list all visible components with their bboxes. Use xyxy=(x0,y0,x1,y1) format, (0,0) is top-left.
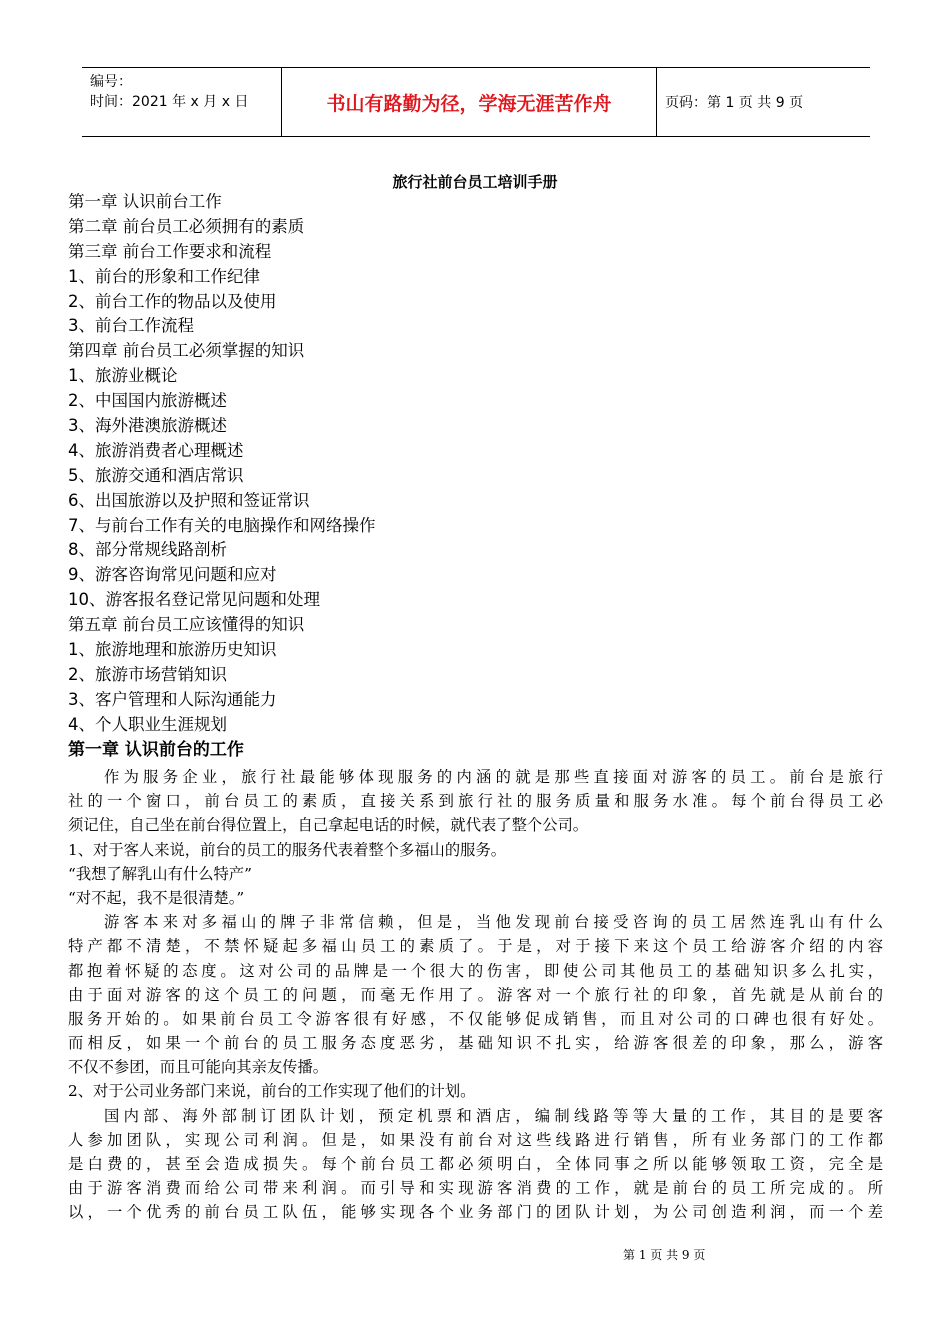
body-line: 不仅不参团，而且可能向其亲友传播。 xyxy=(68,1058,329,1077)
document-number-label: 编号： xyxy=(90,74,132,90)
body-line: 而相反，如果一个前台的员工服务态度恶劣，基础知识不扎实，给游客很差的印象，那么，游客 xyxy=(68,1034,883,1053)
header-meta-cell xyxy=(82,68,281,136)
toc-item: 第二章 前台员工必须拥有的素质 xyxy=(68,216,305,236)
body-line: 人参加团队，实现公司利润。但是，如果没有前台对这些线路进行销售，所有业务部门的工作都 xyxy=(68,1130,883,1149)
header-page-info: 页码：第 1 页 共 9 页 xyxy=(665,95,804,111)
body-line: 1、对于客人来说，前台的员工的服务代表着整个多福山的服务。 xyxy=(68,840,507,859)
body-line: 国内部、海外部制订团队计划，预定机票和酒店，编制线路等等大量的工作，其目的是要客 xyxy=(104,1106,883,1125)
document-time-label: 时间：2021 年 x 月 x 日 xyxy=(90,94,249,110)
toc-item: 5、旅游交通和酒店常识 xyxy=(68,465,244,485)
toc-item: 1、旅游业概论 xyxy=(68,366,178,386)
body-line: 都抱着怀疑的态度。这对公司的品牌是一个很大的伤害，即使公司其他员工的基础知识多么扎实， xyxy=(68,961,883,980)
toc-item: 4、旅游消费者心理概述 xyxy=(68,440,244,460)
toc-item: 2、中国国内旅游概述 xyxy=(68,391,227,411)
body-line: 由于游客消费而给公司带来利润。而引导和实现游客消费的工作，就是前台的员工所完成的。所 xyxy=(68,1179,883,1198)
header-table xyxy=(82,67,870,137)
toc-item: 7、与前台工作有关的电脑操作和网络操作 xyxy=(68,515,376,535)
toc-item: 1、旅游地理和旅游历史知识 xyxy=(68,640,277,660)
body-line: “对不起，我不是很清楚。” xyxy=(68,888,245,907)
toc-item: 第四章 前台员工必须掌握的知识 xyxy=(68,341,305,361)
section-heading: 第一章 认识前台的工作 xyxy=(68,740,244,760)
toc-item: 9、游客咨询常见问题和应对 xyxy=(68,565,277,585)
table-of-contents xyxy=(68,190,376,738)
toc-item: 6、出国旅游以及护照和签证常识 xyxy=(68,490,310,510)
toc-item: 2、前台工作的物品以及使用 xyxy=(68,291,277,311)
footer-page-number: 第 1 页 共 9 页 xyxy=(623,1248,706,1262)
body-line: 游客本来对多福山的牌子非常信赖，但是，当他发现前台接受咨询的员工居然连乳山有什么 xyxy=(104,913,883,932)
toc-item: 8、部分常规线路剖析 xyxy=(68,540,227,560)
toc-item: 1、前台的形象和工作纪律 xyxy=(68,266,260,286)
document-title: 旅行社前台员工培训手册 xyxy=(392,173,558,191)
toc-item: 10、游客报名登记常见问题和处理 xyxy=(68,590,320,610)
body-line: 是白费的，甚至会造成损失。每个前台员工都必须明白，全体同事之所以能够领取工资，完全是 xyxy=(68,1155,883,1173)
body-line: 由于面对游客的这个员工的问题，而毫无作用了。游客对一个旅行社的印象，首先就是从前台的 xyxy=(68,985,883,1004)
toc-item: 第五章 前台员工应该懂得的知识 xyxy=(68,615,305,635)
toc-item: 第三章 前台工作要求和流程 xyxy=(68,241,272,261)
body-line: 2、对于公司业务部门来说，前台的工作实现了他们的计划。 xyxy=(68,1082,476,1101)
toc-item: 3、海外港澳旅游概述 xyxy=(68,416,227,436)
toc-item: 2、旅游市场营销知识 xyxy=(68,664,227,684)
body-line: 须记住，自己坐在前台得位置上，自己拿起电话的时候，就代表了整个公司。 xyxy=(68,816,589,835)
toc-item: 第一章 认识前台工作 xyxy=(68,192,222,211)
body-line: 作为服务企业，旅行社最能够体现服务的内涵的就是那些直接面对游客的员工。前台是旅行 xyxy=(104,768,883,786)
body-line: 特产都不清楚，不禁怀疑起多福山员工的素质了。于是，对于接下来这个员工给游客介绍的内容 xyxy=(68,937,883,956)
body-line: 服务开始的。如果前台员工令游客很有好感，不仅能够促成销售，而且对公司的口碑也很有好处。 xyxy=(68,1009,883,1028)
toc-item: 3、客户管理和人际沟通能力 xyxy=(68,689,277,709)
toc-item: 4、个人职业生涯规划 xyxy=(68,714,227,734)
body-line: “我想了解乳山有什么特产” xyxy=(68,864,252,883)
body-line: 以，一个优秀的前台员工队伍，能够实现各个业务部门的团队计划，为公司创造利润，而一个差 xyxy=(68,1203,883,1222)
body-text xyxy=(68,765,883,1225)
body-line: 社的一个窗口，前台员工的素质，直接关系到旅行社的服务质量和服务水准。每个前台得员工必 xyxy=(68,792,883,811)
toc-item: 3、前台工作流程 xyxy=(68,316,194,336)
header-motto: 书山有路勤为径，学海无涯苦作舟 xyxy=(281,68,657,136)
